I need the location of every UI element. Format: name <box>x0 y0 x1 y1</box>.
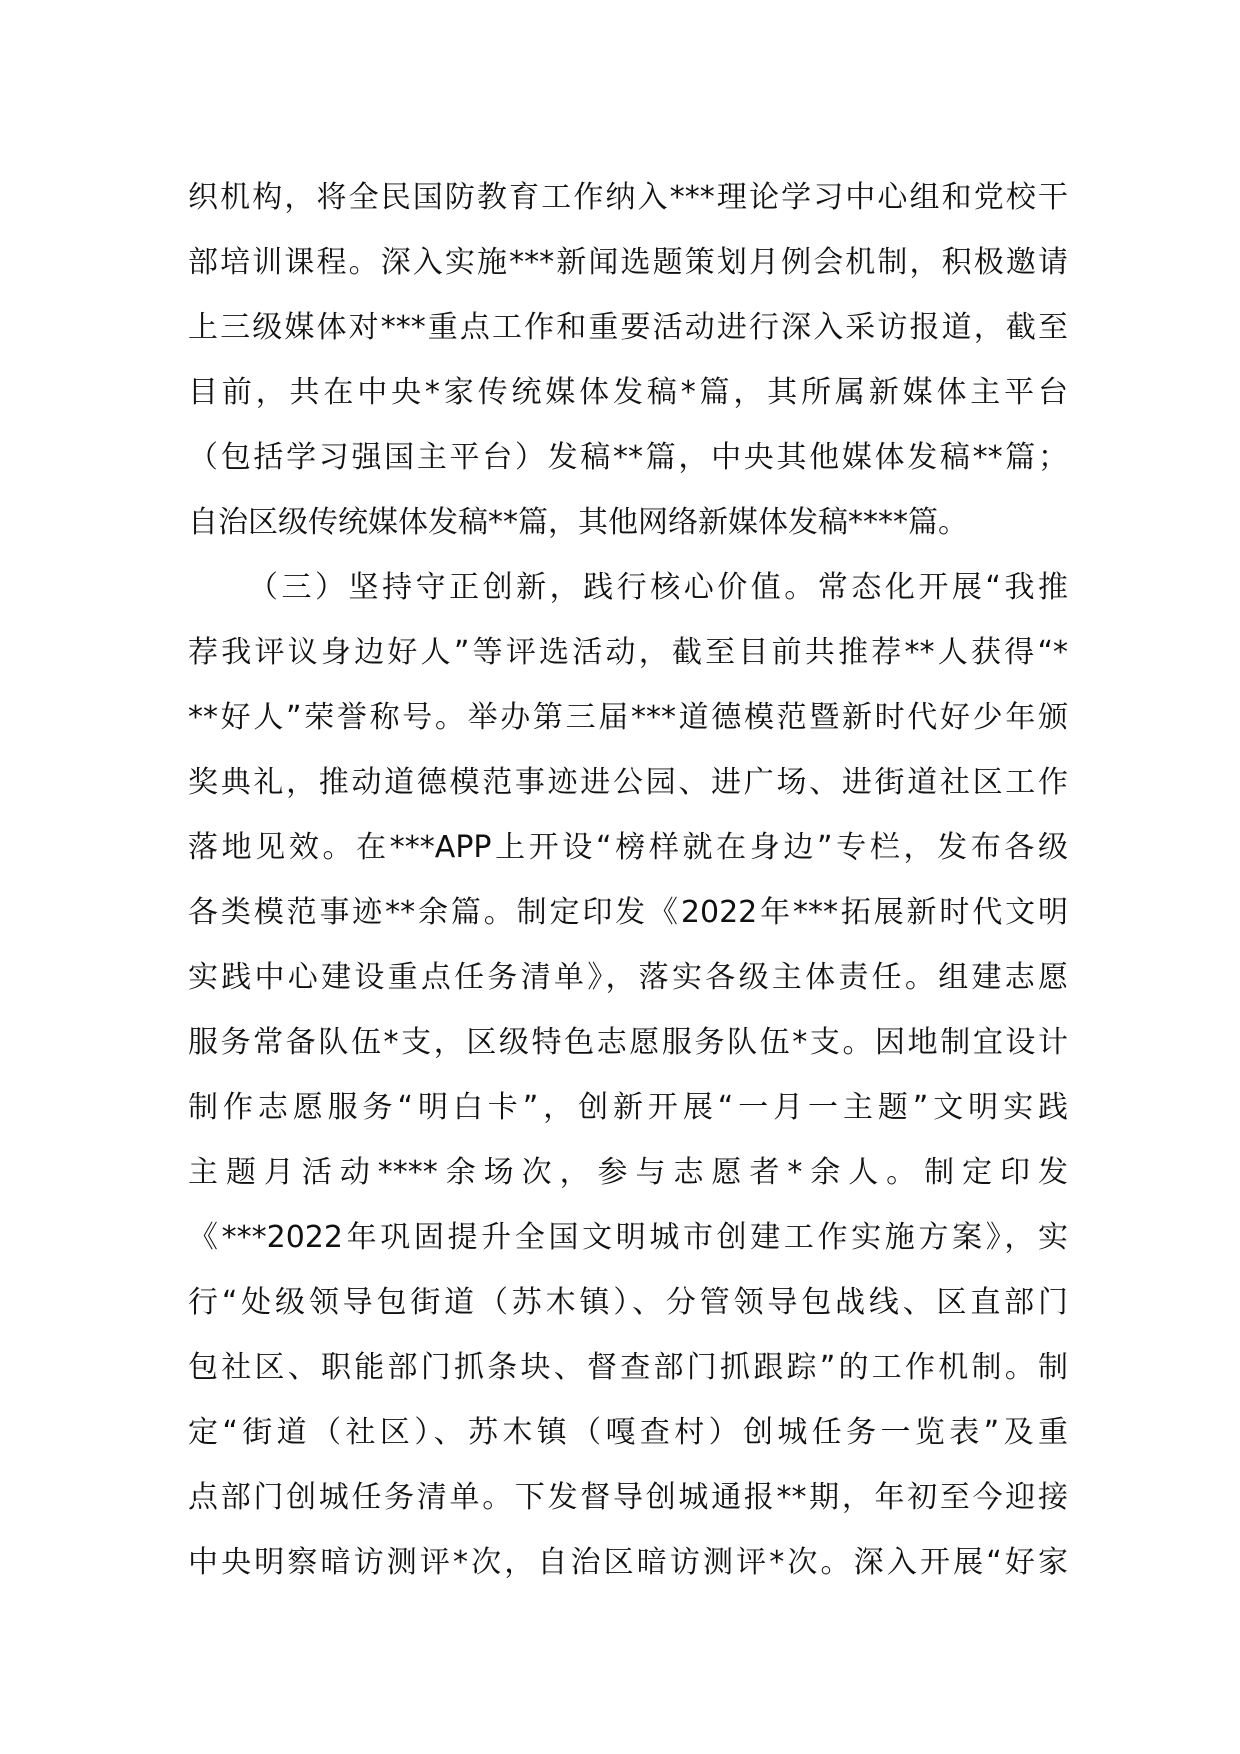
text-line: 自治区级传统媒体发稿**篇，其他网络新媒体发稿****篇。 <box>188 505 968 540</box>
text-line: 目前，共在中央*家传统媒体发稿*篇，其所属新媒体主平台 <box>188 375 1068 410</box>
text-line: 行“处级领导包街道（苏木镇）、分管领导包战线、区直部门 <box>188 1285 1068 1320</box>
text-line: 落地见效。在***APP上开设“榜样就在身边”专栏，发布各级 <box>188 830 1068 865</box>
text-line: 制作志愿服务“明白卡”，创新开展“一月一主题”文明实践 <box>188 1090 1068 1125</box>
text-line: （包括学习强国主平台）发稿**篇，中央其他媒体发稿**篇； <box>188 440 1068 475</box>
text-line: 中央明察暗访测评*次，自治区暗访测评*次。深入开展“好家 <box>188 1545 1068 1580</box>
text-line: 包社区、职能部门抓条块、督查部门抓跟踪”的工作机制。制 <box>188 1350 1068 1385</box>
text-line: 点部门创城任务清单。下发督导创城通报**期，年初至今迎接 <box>188 1480 1068 1515</box>
text-line: 主题月活动****余场次，参与志愿者*余人。制定印发 <box>188 1155 1068 1190</box>
section-heading-line: （三）坚持守正创新，践行核心价值。常态化开展“我推 <box>248 570 1068 605</box>
text-line: 定“街道（社区）、苏木镇（嘎查村）创城任务一览表”及重 <box>188 1415 1068 1450</box>
text-line: 实践中心建设重点任务清单》，落实各级主体责任。组建志愿 <box>188 960 1068 995</box>
body-text <box>188 165 1068 1595</box>
text-line: **好人”荣誉称号。举办第三届***道德模范暨新时代好少年颁 <box>188 700 1068 735</box>
text-line: 荐我评议身边好人”等评选活动，截至目前共推荐**人获得“* <box>188 635 1068 670</box>
text-line: 服务常备队伍*支，区级特色志愿服务队伍*支。因地制宜设计 <box>188 1025 1068 1060</box>
text-line: 上三级媒体对***重点工作和重要活动进行深入采访报道，截至 <box>188 310 1068 345</box>
text-line: 织机构，将全民国防教育工作纳入***理论学习中心组和党校干 <box>188 180 1068 215</box>
text-line: 奖典礼，推动道德模范事迹进公园、进广场、进街道社区工作 <box>188 765 1068 800</box>
text-line: 部培训课程。深入实施***新闻选题策划月例会机制，积极邀请 <box>188 245 1068 280</box>
text-line: 《***2022年巩固提升全国文明城市创建工作实施方案》，实 <box>188 1220 1068 1255</box>
text-line: 各类模范事迹**余篇。制定印发《2022年***拓展新时代文明 <box>188 895 1068 930</box>
